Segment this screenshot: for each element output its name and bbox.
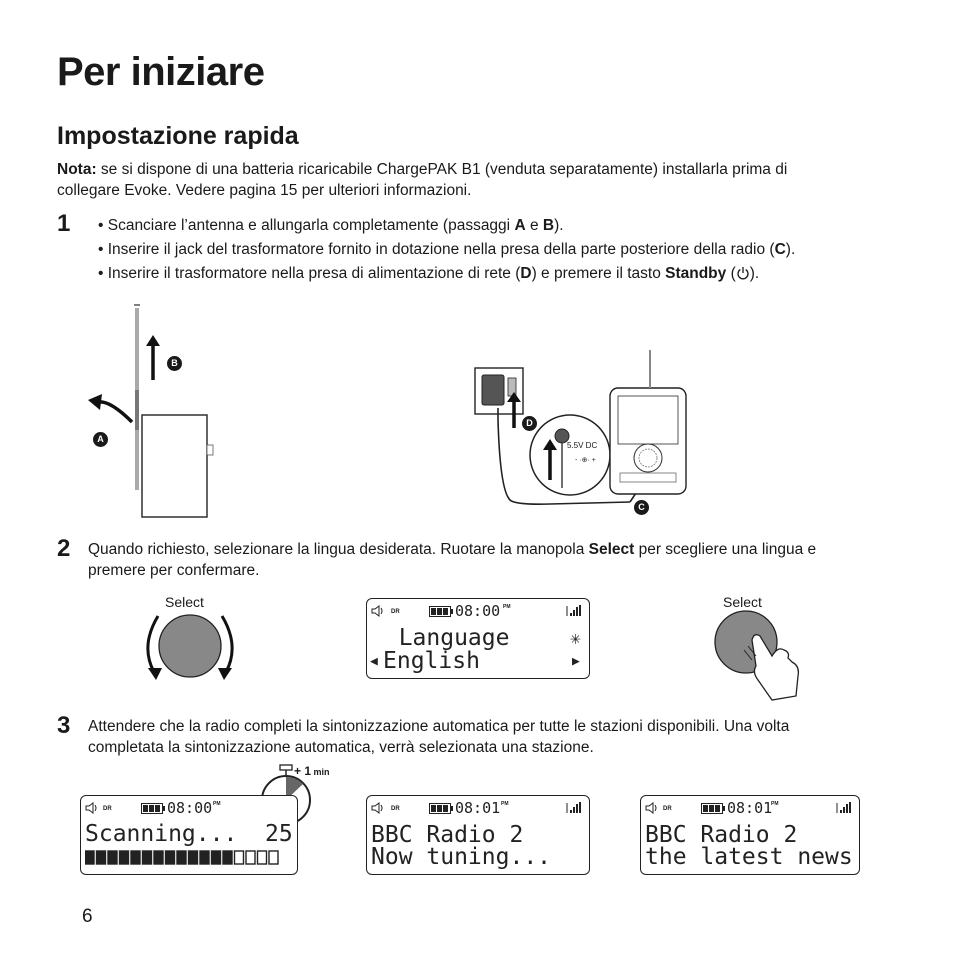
signal-icon (835, 801, 853, 814)
arrow-right-icon: ▶ (572, 654, 580, 669)
speaker-icon (371, 802, 385, 814)
badge-d: D (522, 416, 537, 431)
select-knob-rotate (140, 610, 240, 682)
arrow-left-icon: ◀ (370, 654, 378, 669)
scan-progress-block (154, 851, 163, 864)
lcd-pm: PM (503, 604, 511, 610)
scan-progress-block (108, 851, 117, 864)
scan-progress-block (269, 851, 278, 864)
dc-label: 5.5V DC (567, 441, 598, 450)
speaker-icon (85, 802, 99, 814)
settings-icon: ✳ (570, 628, 581, 649)
lcd-time: 08:01 (727, 799, 773, 817)
signal-icon (565, 604, 583, 617)
scan-progress-block (177, 851, 186, 864)
scan-progress-block (166, 851, 175, 864)
speaker-icon (371, 605, 385, 617)
step-3-number: 3 (57, 712, 71, 739)
step-2-text: Quando richiesto, selezionare la lingua desiderata. Ruotare la manopola Select per scegliere una lingua e premere per confermare. (88, 541, 817, 579)
battery-icon (429, 803, 453, 814)
step-1-number: 1 (57, 210, 71, 237)
scan-progress-block (97, 851, 106, 864)
knob-label-right: Select (723, 594, 762, 610)
page-title: Per iniziare (57, 50, 265, 94)
note-label: Nota: (57, 161, 97, 178)
lcd-language (366, 598, 590, 679)
scan-progress-bar (85, 850, 285, 866)
timer-label: + 1 min (294, 764, 330, 778)
lcd-time: 08:01 (455, 799, 501, 817)
scan-progress-block (246, 851, 255, 864)
lcd-time: 08:00 (455, 602, 501, 620)
lcd-latest-news (640, 795, 860, 875)
battery-icon (141, 803, 165, 814)
power-adapter-illustration (470, 340, 700, 520)
lcd-line-1: Scanning... 25 (85, 821, 293, 847)
scan-progress-block (143, 851, 152, 864)
lcd-line-2: Now tuning... (371, 844, 552, 870)
signal-icon (565, 801, 583, 814)
lcd-line-1: Language (371, 625, 538, 651)
step-1-bullet-2: • Inserire il jack del trasformatore fornito in dotazione nella presa della parte posteriore della radio (C). (98, 241, 796, 258)
scan-progress-block (200, 851, 209, 864)
step-1-bullet-3: • Inserire il trasformatore nella presa di alimentazione di rete (D) e premere il tasto Standby ( ). (98, 265, 760, 282)
scan-progress-block (120, 851, 129, 864)
lcd-pm: PM (501, 801, 509, 807)
scan-progress-block (223, 851, 232, 864)
step-3-text: Attendere che la radio completi la sintonizzazione automatica per tutte le stazioni disponibili. Una volta completata la sintonizzazione automatica, verrà selezionata una stazione. (88, 718, 790, 756)
speaker-icon (645, 802, 659, 814)
lcd-pm: PM (213, 801, 221, 807)
page-number: 6 (82, 906, 93, 927)
section-title: Impostazione rapida (57, 122, 299, 150)
knob-label-left: Select (165, 594, 204, 610)
lcd-line-2: the latest news (645, 844, 853, 870)
scan-progress-block (131, 851, 140, 864)
battery-icon (701, 803, 725, 814)
lcd-line-2: English (383, 648, 480, 674)
badge-c: C (634, 500, 649, 515)
step-1-bullet-1: • Scanciare l’antenna e allungarla completamente (passaggi A e B). (98, 217, 564, 234)
note (57, 159, 907, 201)
scan-progress-block (212, 851, 221, 864)
lcd-dr: DR (103, 806, 112, 812)
scan-progress-block (258, 851, 267, 864)
lcd-line-1: BBC Radio 2 (371, 822, 524, 848)
lcd-dr: DR (391, 609, 400, 615)
note-text-1: se si dispone di una batteria ricaricabile ChargePAK B1 (venduta separatamente) installarla prima di (96, 161, 788, 178)
antenna-illustration (80, 300, 230, 525)
lcd-dr: DR (391, 806, 400, 812)
svg-text:- ·⊕· +: - ·⊕· + (575, 457, 596, 464)
power-icon (736, 266, 750, 280)
badge-a: A (93, 432, 108, 447)
select-knob-press (712, 606, 807, 706)
lcd-dr: DR (663, 806, 672, 812)
scan-progress-block (235, 851, 244, 864)
lcd-now-tuning (366, 795, 590, 875)
lcd-scanning (80, 795, 298, 875)
battery-icon (429, 606, 453, 617)
lcd-pm: PM (771, 801, 779, 807)
scan-progress-block (85, 851, 94, 864)
lcd-line-1: BBC Radio 2 (645, 822, 798, 848)
lcd-time: 08:00 (167, 799, 213, 817)
badge-b: B (167, 356, 182, 371)
note-text-2: collegare Evoke. Vedere pagina 15 per ulteriori informazioni. (57, 182, 472, 199)
step-2-number: 2 (57, 535, 71, 562)
scan-progress-block (189, 851, 198, 864)
